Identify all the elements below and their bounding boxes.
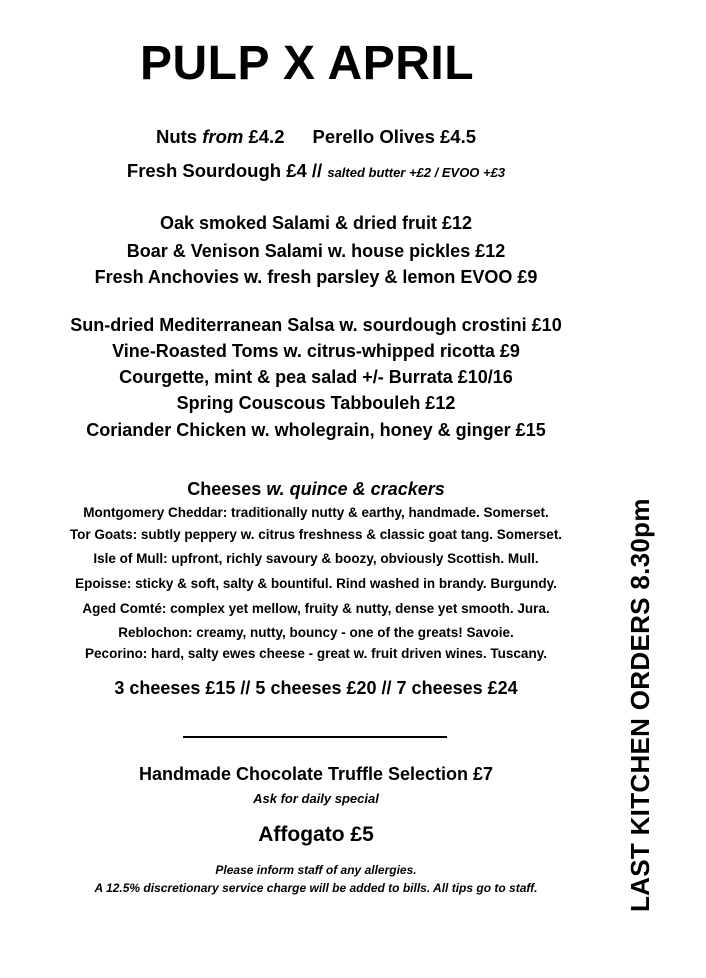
plate-item: Spring Couscous Tabbouleh £12 (176, 393, 456, 413)
plate-item: Vine-Roasted Toms w. citrus-whipped ricotta £9 (112, 341, 520, 361)
service-charge-notice: A 12.5% discretionary service charge will be added to bills. All tips go to staff. (94, 881, 538, 895)
cheese-item: Tor Goats: subtly peppery w. citrus freshness & classic goat tang. Somerset. (69, 527, 563, 542)
plate-item: Coriander Chicken w. wholegrain, honey & ginger £15 (86, 420, 546, 440)
snacks-row (0, 126, 632, 148)
plate-item: Sun-dried Mediterranean Salsa w. sourdough crostini £10 (70, 315, 562, 335)
cheeses-heading: Cheeses w. quince & crackers (187, 479, 445, 499)
cheese-item: Pecorino: hard, salty ewes cheese - great w. fruit driven wines. Tuscany. (85, 646, 547, 661)
allergy-notice: Please inform staff of any allergies. (215, 863, 417, 877)
cheese-item: Aged Comté: complex yet mellow, fruity & nutty, dense yet smooth. Jura. (82, 601, 550, 616)
truffle-item: Handmade Chocolate Truffle Selection £7 (138, 764, 494, 784)
cheese-item: Isle of Mull: upfront, richly savoury & boozy, obviously Scottish. Mull. (93, 551, 539, 566)
charcuterie-item: Oak smoked Salami & dried fruit £12 (159, 213, 473, 233)
truffle-note: Ask for daily special (253, 791, 379, 806)
cheese-item: Epoisse: sticky & soft, salty & bountiful. Rind washed in brandy. Burgundy. (75, 576, 557, 591)
cheese-item: Montgomery Cheddar: traditionally nutty & earthy, handmade. Somerset. (83, 505, 549, 520)
nuts-item: Nuts from £4.2 (155, 126, 285, 147)
divider (183, 736, 447, 738)
cheese-item: Reblochon: creamy, nutty, bouncy - one of the greats! Savoie. (118, 625, 514, 640)
cheese-prices: 3 cheeses £15 // 5 cheeses £20 // 7 cheeses £24 (114, 678, 518, 698)
charcuterie-item: Boar & Venison Salami w. house pickles £12 (126, 241, 506, 261)
charcuterie-item: Fresh Anchovies w. fresh parsley & lemon EVOO £9 (94, 267, 538, 287)
last-orders-notice: LAST KITCHEN ORDERS 8.30pm (625, 498, 655, 912)
menu-title: PULP X APRIL (140, 37, 475, 90)
sourdough-extras: salted butter +£2 / EVOO +£3 (327, 165, 506, 180)
sourdough-item: Fresh Sourdough £4 // (126, 160, 323, 181)
sourdough-row (0, 160, 632, 182)
olives-item: Perello Olives £4.5 (312, 126, 477, 147)
plate-item: Courgette, mint & pea salad +/- Burrata £10/16 (119, 367, 513, 387)
affogato-item: Affogato £5 (258, 823, 374, 846)
